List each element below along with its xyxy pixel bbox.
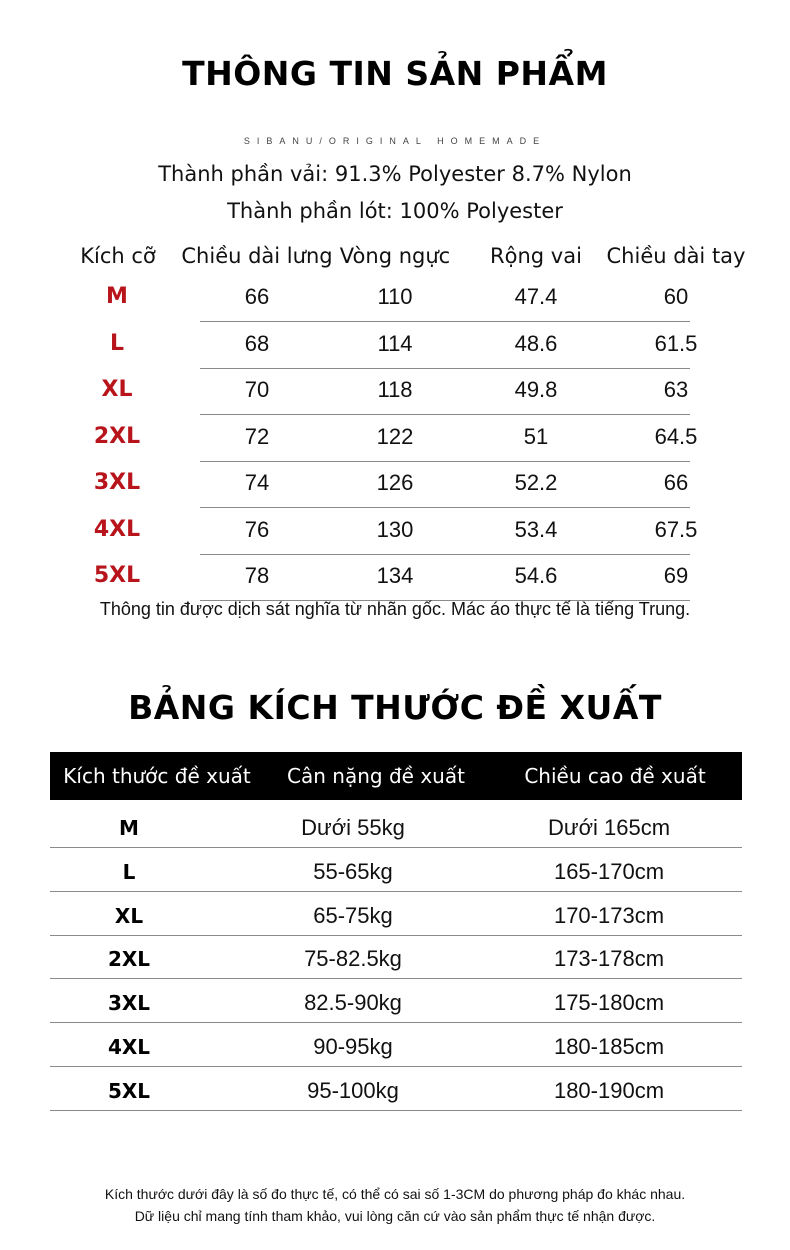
measurement-cell: 69 [663, 563, 689, 588]
rec-height-cell: 180-190cm [553, 1077, 665, 1103]
product-info-title: THÔNG TIN SẢN PHẨM [182, 54, 608, 93]
row-divider [50, 891, 742, 892]
rec-size-label: M [119, 816, 139, 840]
measurement-cell: 78 [244, 563, 270, 588]
row-divider [50, 1022, 742, 1023]
size-label: L [109, 330, 125, 356]
row-divider [50, 1110, 742, 1111]
measurement-cell: 67.5 [654, 516, 698, 542]
measurement-cell: 51 [523, 423, 549, 449]
measurement-cell: 72 [244, 423, 270, 449]
measurement-cell: 118 [377, 377, 413, 402]
rec-weight-cell: 75-82.5kg [304, 946, 402, 972]
rec-weight-cell: 90-95kg [313, 1034, 393, 1059]
size-label: XL [101, 377, 133, 402]
measurement-cell: 66 [244, 284, 270, 309]
row-divider [50, 847, 742, 848]
table-header-chest: Vòng ngực [339, 244, 451, 268]
table-header-shoulder: Rộng vai [490, 244, 582, 268]
measurement-cell: 68 [244, 330, 270, 356]
measurement-cell: 134 [376, 563, 414, 588]
measurement-cell: 53.4 [514, 516, 558, 542]
row-divider [200, 554, 690, 555]
rec-size-label: 3XL [107, 991, 151, 1016]
row-divider [50, 935, 742, 936]
measurement-cell: 47.4 [514, 284, 558, 309]
size-label: 2XL [93, 423, 141, 449]
rec-height-cell: 180-185cm [553, 1034, 665, 1059]
row-divider [50, 978, 742, 979]
rec-weight-cell: 65-75kg [313, 902, 393, 928]
measurement-cell: 122 [376, 423, 414, 449]
footnote-reference: Dữ liệu chỉ mang tính tham khảo, vui lòng căn cứ vào sản phẩm thực tế nhận được. [134, 1208, 656, 1224]
measurement-cell: 114 [377, 330, 413, 356]
rec-size-label: 4XL [107, 1035, 151, 1059]
brand-line: SIBANU/ORIGINAL HOMEMADE [243, 136, 547, 146]
measurement-cell: 66 [663, 470, 689, 495]
rec-weight-cell: 95-100kg [307, 1077, 399, 1103]
measurement-cell: 49.8 [514, 377, 558, 402]
rec-header-size: Kích thước đề xuất [63, 764, 251, 788]
rec-size-label: L [122, 859, 136, 884]
material-lining: Thành phần lót: 100% Polyester [227, 199, 563, 223]
measurement-cell: 63 [663, 377, 689, 402]
measurement-cell: 70 [244, 377, 270, 402]
row-divider [200, 461, 690, 462]
rec-height-cell: 175-180cm [553, 990, 665, 1016]
rec-header-weight: Cân nặng đề xuất [287, 764, 465, 788]
rec-weight-cell: 82.5-90kg [304, 990, 402, 1016]
rec-height-cell: 173-178cm [553, 946, 665, 972]
row-divider [200, 414, 690, 415]
measurement-cell: 52.2 [514, 470, 558, 495]
rec-height-cell: 170-173cm [553, 902, 665, 928]
measurement-cell: 76 [244, 516, 270, 542]
measurement-cell: 48.6 [514, 330, 558, 356]
rec-weight-cell: Dưới 55kg [301, 815, 405, 840]
measurement-cell: 64.5 [654, 423, 698, 449]
rec-size-label: 2XL [107, 947, 151, 972]
size-label: 5XL [93, 563, 141, 588]
rec-weight-cell: 55-65kg [313, 858, 393, 884]
measurement-cell: 60 [663, 284, 689, 309]
table-header-size: Kích cỡ [80, 244, 156, 268]
measurement-cell: 54.6 [514, 563, 558, 588]
table-header-back-length: Chiều dài lưng [181, 244, 333, 268]
row-divider [50, 1066, 742, 1067]
rec-header-height: Chiều cao đề xuất [524, 764, 706, 788]
measurement-cell: 74 [244, 470, 270, 495]
size-label: 3XL [93, 470, 141, 495]
footnote-measurement: Kích thước dưới đây là số đo thực tế, có thể có sai số 1-3CM do phương pháp đo khác nhau. [104, 1186, 686, 1202]
measurement-cell: 126 [376, 470, 414, 495]
size-label: M [106, 284, 128, 309]
measurement-cell: 61.5 [654, 330, 698, 356]
size-recommendation-title: BẢNG KÍCH THƯỚC ĐỀ XUẤT [128, 688, 662, 727]
row-divider [200, 368, 690, 369]
measurement-cell: 130 [376, 516, 414, 542]
size-label: 4XL [93, 516, 141, 542]
rec-height-cell: 165-170cm [553, 858, 665, 884]
rec-size-label: XL [114, 903, 144, 928]
material-fabric: Thành phần vải: 91.3% Polyester 8.7% Nylon [158, 162, 632, 186]
rec-size-label: 5XL [107, 1078, 151, 1103]
row-divider [200, 321, 690, 322]
row-divider [200, 507, 690, 508]
rec-height-cell: Dưới 165cm [547, 815, 671, 840]
translation-note: Thông tin được dịch sát nghĩa từ nhãn gốc. Mác áo thực tế là tiếng Trung. [99, 599, 691, 619]
table-header-sleeve: Chiều dài tay [606, 244, 746, 268]
measurement-cell: 110 [377, 284, 413, 309]
